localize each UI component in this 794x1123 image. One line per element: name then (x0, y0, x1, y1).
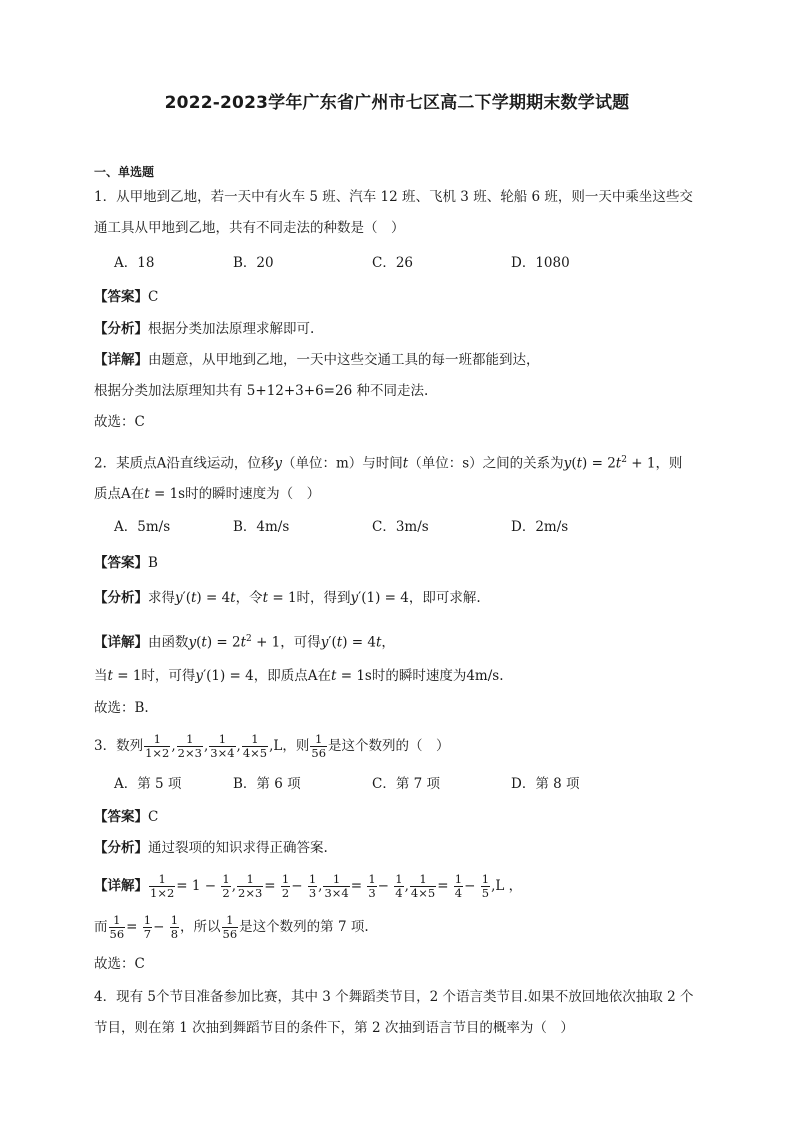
q2-option-b: B．4m/s (233, 519, 290, 535)
q3-option-c: C．第 7 项 (372, 776, 441, 792)
section-heading: 一、单选题 (94, 165, 155, 179)
q3-option-d: D．第 8 项 (511, 776, 580, 792)
q2-option-c: C．3m/s (372, 519, 429, 535)
q3-answer: 【答案】C (94, 809, 159, 825)
page-title: 2022-2023学年广东省广州市七区高二下学期期末数学试题 (164, 93, 630, 113)
q4-stem-line1: 4．现有 5个节目准备参加比赛，其中 3 个舞蹈类节目，2 个语言类节目.如果不放回地依次抽取 2 个 (94, 989, 694, 1005)
q1-detail-line1: 【详解】由题意，从甲地到乙地，一天中这些交通工具的每一班都能到达， (94, 352, 540, 368)
q3-analysis: 【分析】通过裂项的知识求得正确答案. (94, 840, 328, 856)
q3-detail-line2: 而 $\frac{1}{56}$ = $\frac{1}{7}$ − $\frac{1}{8}$ ，所以 $\frac{1}{56}$ 是这个数列的第 7 项. (94, 913, 369, 941)
q1-option-b: B．20 (233, 255, 274, 271)
q2-stem-line1: 2．某质点A沿直线运动，位移y（单位：m）与时间t（单位：s）之间的关系为$y(t) = 2t^2 + 1$，则 (94, 455, 683, 472)
q1-stem-line1: 1．从甲地到乙地，若一天中有火车 5 班、汽车 12 班、飞机 3 班、轮船 6 班，则一天中乘坐这些交 (94, 189, 693, 205)
q2-answer: 【答案】B (94, 555, 158, 571)
q2-choice: 故选：B. (94, 700, 149, 716)
q1-analysis: 【分析】根据分类加法原理求解即可. (94, 321, 315, 337)
q2-stem-line2: 质点A在t = 1s时的瞬时速度为（ ） (94, 486, 321, 502)
q2-detail-line2: 当t = 1时，可得y′(1) = 4，即质点A在t = 1s时的瞬时速度为4m/s. (94, 668, 504, 684)
q1-stem-line2: 通工具从甲地到乙地，共有不同走法的种数是（ ） (94, 220, 405, 236)
q2-detail-line1: 【详解】由函数$y(t) = 2t^2 + 1$，可得y′(t) = 4t， (94, 634, 395, 651)
q1-option-d: D．1080 (511, 255, 570, 271)
q2-analysis: 【分析】求得y′(t) = 4t，令t = 1时，得到y′(1) = 4，即可求解. (94, 590, 481, 606)
q1-answer: 【答案】C (94, 289, 159, 305)
q1-choice: 故选：C (94, 414, 145, 430)
q3-detail-line1: 【详解】 $\frac{1}{1\times 2}$ = 1 − $\frac{1}{2}$ , $\frac{1}{2\times 3}$ = $\frac{1}{2}$ − $\frac{1}{3}$ , $\frac{1}{3\times 4}$ = $\frac{1}{3}$ − $\frac{1}{4}$ , $\frac{1}{4\times 5}$ = $\frac{1}{4}$ − $\frac{1}{5}$ ,L ， (94, 872, 523, 900)
q3-option-a: A．第 5 项 (114, 776, 182, 792)
q3-choice: 故选：C (94, 956, 145, 972)
q1-detail-line2: 根据分类加法原理知共有 5+12+3+6=26 种不同走法. (94, 383, 429, 399)
q3-option-b: B．第 6 项 (233, 776, 301, 792)
q2-option-d: D．2m/s (511, 519, 569, 535)
q1-option-c: C．26 (372, 255, 414, 271)
q2-option-a: A．5m/s (114, 519, 171, 535)
q3-stem: 3．数列 $\frac{1}{1\times 2}$ , $\frac{1}{2\times 3}$ , $\frac{1}{3\times 4}$ , $\frac{1}{4\times 5}$ ,L，则 $\frac{1}{56}$ 是这个数列的（ ） (94, 732, 450, 760)
q4-stem-line2: 节目，则在第 1 次抽到舞蹈节目的条件下，第 2 次抽到语言节目的概率为（ ） (94, 1020, 574, 1036)
q1-option-a: A．18 (114, 255, 155, 271)
